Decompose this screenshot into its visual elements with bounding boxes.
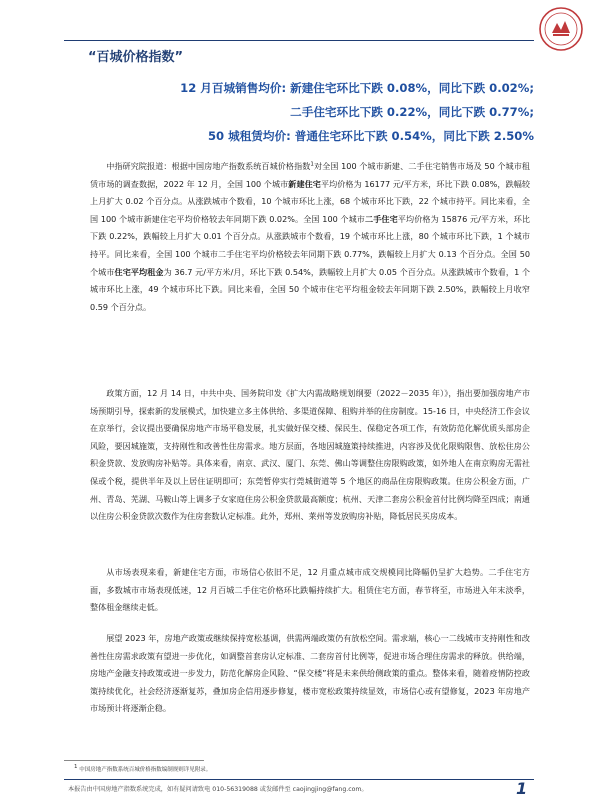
- headline-line-3: 50 城租赁均价: 普通住宅环比下跌 0.54%，同比下跌 2.50%: [207, 129, 534, 143]
- footnote-ref: 1: [310, 161, 314, 168]
- bottom-rule: [64, 779, 534, 780]
- paragraph-index-report: 中指研究院报道：根据中国房地产指数系统百城价格指数$^1$对全国 100 个城市新建、二手住宅销售市场及 50 个城市租赁市场的调查数据，2022 年 12 月，全国 100 个城市新建住宅平均价格为 16177 元/平方米，环比下跌 0.08%，跌幅较上月扩大 0.02 个百分点。从涨跌城市个数看，10 个城市环比上涨，68 个城市环比下跌，22 个城市持平。同比来看，全国 100 个城市新建住宅平均价格较去年同期下跌 0.02%。全国 100 个城市二手住宅平均价格为 15876 元/平方米，环比下跌 0.22%，跌幅较上月扩大 0.01 个百分点。从涨跌城市个数看，19 个城市环比上涨，80 个城市环比下跌，1 个城市持平。同比来看，全国 100 个城市二手住宅平均价格较去年同期下跌 0.77%，跌幅较上月扩大 0.13 个百分点。全国 50 个城市住宅平均租金为 36.7 元/平方米/月，环比下跌 0.54%，跌幅较上月扩大 0.05 个百分点。从涨跌城市个数看，1 个城市环比上涨，49 个城市环比下跌。同比来看，全国 50 个城市住宅平均租金较去年同期下跌 2.50%，跌幅较上月收窄 0.59 个百分点。: [90, 161, 530, 312]
- footnote: $^1$ 中国房地产指数系统百城价格指数编制规则详见附录。: [74, 764, 212, 773]
- paragraph-market: 从市场表现来看，新建住宅方面，市场信心依旧不足，12 月重点城市成交规模同比降幅仍呈扩大趋势。二手住宅方面，多数城市市场表现低迷，12 月百城二手住宅价格环比跌幅持续扩大。租赁住宅方面，春节将至，市场进入年末淡季，整体租金继续走低。: [90, 567, 530, 613]
- page-footer: 本报告由中国房地产指数系统完成，如有疑问请致电 010-56319088 或发邮件至 caojingjing@fang.com。: [68, 786, 368, 793]
- top-rule: [64, 40, 534, 41]
- page-number: 1: [516, 779, 528, 798]
- paragraph-policy: 政策方面，12 月 14 日，中共中央、国务院印发《扩大内需战略规划纲要（2022－2035 年）》，指出要加强房地产市场预期引导，探索新的发展模式，加快建立多主体供给、多渠道保障、租购并举的住房制度。15-16 日，中央经济工作会议在京举行，会议提出要确保房地产市场平稳发展，扎实做好保交楼、保民生、保稳定各项工作，有效防范化解优质头部房企风险，要因城施策，支持刚性和改善性住房需求。地方层面，各地因城施策持续推进，内容涉及优化限购限售、放松住房公积金贷款、发放购房补贴等。具体来看，南京、武汉、厦门、东莞、佛山等调整住房限购政策，如外地人在南京购房无需社保或个税，提供半年及以上居住证明即可；东莞暂停实行莞城街道等 5 个地区的商品住房限购政策。住房公积金方面，广州、青岛、芜湖、马鞍山等上调多子女家庭住房公积金贷款最高额度；杭州、天津二套房公积金首付比例均降至四成；南通以住房公积金贷款次数作为住房套数认定标准。此外，郑州、莱州等发放购房补贴，降低居民买房成本。: [90, 388, 530, 522]
- paragraph-outlook: 展望 2023 年，房地产政策或继续保持宽松基调，供需两端政策仍有放松空间。需求端，核心一二线城市支持刚性和改善性住房需求政策有望进一步优化，如调整首套房认定标准、二套房首付比例等，促进市场合理住房需求的释放。供给端，房地产金融支持政策或进一步发力，防范化解房企风险、“保交楼”将是未来供给侧政策的重点。整体来看，随着疫情防控政策持续优化，社会经济逐渐复苏，叠加房企信用逐步修复，楼市宽松政策持续显效，市场信心或有望修复，2023 年房地产市场预计将逐渐企稳。: [90, 633, 530, 714]
- headline-line-1: 12 月百城销售均价: 新建住宅环比下跌 0.08%，同比下跌 0.02%;: [180, 81, 534, 95]
- footnote-rule: [64, 760, 204, 761]
- city-seal-logo-icon: [538, 6, 584, 52]
- section-heading: “百城价格指数”: [88, 50, 184, 65]
- headline-line-2: 二手住宅环比下跌 0.22%，同比下跌 0.77%;: [290, 105, 534, 119]
